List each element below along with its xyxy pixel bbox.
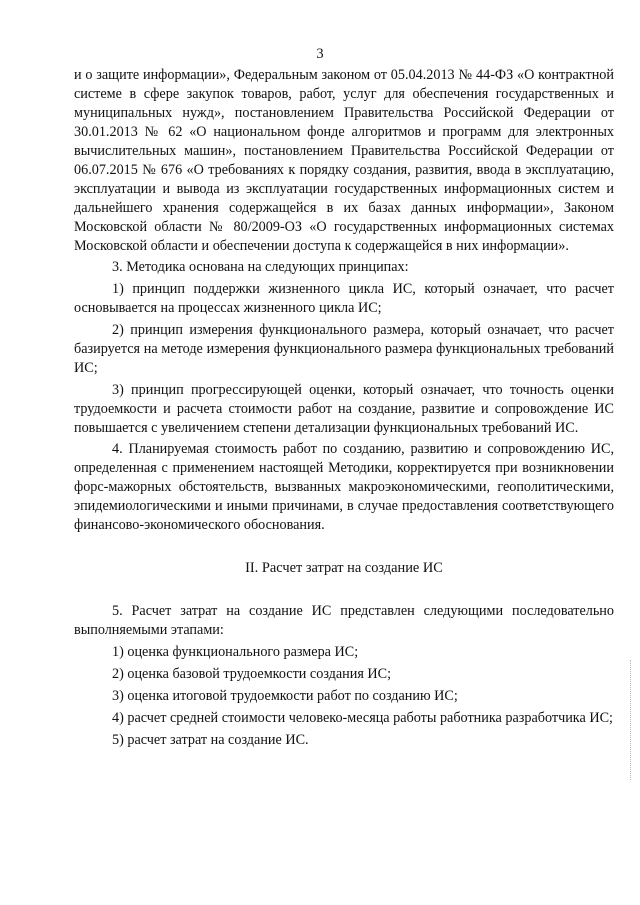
paragraph-cost-adjustment: 4. Планируемая стоимость работ по созданию, развитию и сопровождению ИС, определенная с применением настоящей Методики, корректируется при возникновении форс-мажорных обстоятельств, вызванных макроэкономическими, геополитическими, эпидемиологическими и иными причинами, в случае предоставления соответствующего финансово-экономического обоснования. <box>74 441 614 533</box>
stage-item-3: 3) оценка итоговой трудоемкости работ по созданию ИС; <box>112 688 458 704</box>
page-number: 3 <box>316 46 324 62</box>
principle-item-1: 1) принцип поддержки жизненного цикла ИС, который означает, что расчет основывается на процессах жизненного цикла ИС; <box>74 281 614 316</box>
stage-item-5: 5) расчет затрат на создание ИС. <box>112 732 309 748</box>
stage-item-4: 4) расчет средней стоимости человеко-месяца работы работника разработчика ИС; <box>112 710 613 726</box>
principle-item-3: 3) принцип прогрессирующей оценки, который означает, что точность оценки трудоемкости и расчета стоимости работ на создание, развитие и сопровождение ИС повышается с увеличением степени детализации функциональных требований ИС. <box>74 382 614 436</box>
stage-item-2: 2) оценка базовой трудоемкости создания ИС; <box>112 666 392 682</box>
principle-item-2: 2) принцип измерения функционального размера, который означает, что расчет базируется на методе измерения функционального размера функциональных требований ИС; <box>74 322 614 376</box>
scan-margin-mark <box>630 660 632 780</box>
document-body <box>74 66 614 750</box>
paragraph-stages-intro: 5. Расчет затрат на создание ИС представлен следующими последовательно выполняемыми этапами: <box>74 603 614 638</box>
stage-item-1: 1) оценка функционального размера ИС; <box>112 644 359 660</box>
paragraph-legal-references: и о защите информации», Федеральным законом от 05.04.2013 № 44-ФЗ «О контрактной системе в сфере закупок товаров, работ, услуг для обеспечения государственных и муниципальных нужд», постановлением Правительства Российской Федерации от 30.01.2013 № 62 «О национальном фонде алгоритмов и программ для электронных вычислительных машин», постановлением Правительства Российской Федерации от 06.07.2015 № 676 «О требованиях к порядку создания, развития, ввода в эксплуатацию, эксплуатации и вывода из эксплуатации государственных информационных систем и дальнейшего хранения содержащейся в их базах данных информации», Законом Московской области № 80/2009-ОЗ «О государственных информационных системах Московской области и обеспечении доступа к содержащейся в них информации». <box>74 67 614 254</box>
paragraph-principles-intro: 3. Методика основана на следующих принципах: <box>112 259 409 275</box>
section-title: II. Расчет затрат на создание ИС <box>245 560 443 576</box>
